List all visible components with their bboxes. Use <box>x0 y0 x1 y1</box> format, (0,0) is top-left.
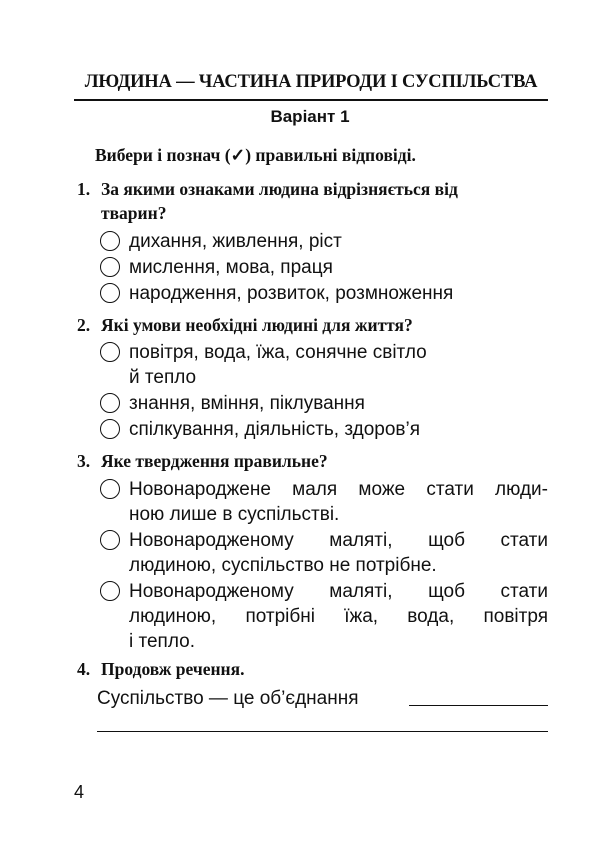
answer-circle[interactable] <box>100 530 120 550</box>
header-rule <box>74 99 548 101</box>
fill-prompt: Суспільство — це об’єднання <box>97 688 359 709</box>
answer-line: ною лише в суспільстві. <box>129 504 340 525</box>
answer-circle[interactable] <box>100 419 120 439</box>
question-text: Які умови необхідні людині для життя? <box>101 315 413 335</box>
page-number: 4 <box>74 782 85 802</box>
answer-text <box>129 528 548 578</box>
question-text: За якими ознаками людина відрізняється від <box>101 179 458 199</box>
answer-line: Новонароджене маля може стати люди- <box>129 479 548 500</box>
variant-title: Варіант 1 <box>270 107 350 126</box>
answer-circle[interactable] <box>100 257 120 277</box>
question-number: 4. <box>77 659 91 679</box>
answer-line: людиною, суспільство не потрібне. <box>129 555 437 576</box>
chapter-header: ЛЮДИНА — ЧАСТИНА ПРИРОДИ І СУСПІЛЬСТВА <box>84 72 538 92</box>
answer-text: повітря, вода, їжа, сонячне світло <box>129 342 427 363</box>
answer-circle[interactable] <box>100 479 120 499</box>
question-number: 3. <box>77 451 91 471</box>
answer-text <box>129 579 548 654</box>
answer-text: мислення, мова, праця <box>129 257 333 278</box>
answer-line: і тепло. <box>129 631 195 652</box>
answer-text: спілкування, діяльність, здоров’я <box>129 419 421 440</box>
answer-blank-line[interactable] <box>409 705 548 706</box>
answer-circle[interactable] <box>100 342 120 362</box>
answer-text: знання, вміння, піклування <box>129 393 365 414</box>
answer-circle[interactable] <box>100 231 120 251</box>
answer-line: Новонародженому маляті, щоб стати <box>129 530 548 551</box>
answer-blank-line[interactable] <box>97 731 548 732</box>
question-number: 2. <box>77 315 91 335</box>
instruction-text: Вибери і познач (✓) правильні відповіді. <box>95 145 416 165</box>
answer-line: Новонародженому маляті, щоб стати <box>129 581 548 602</box>
answer-circle[interactable] <box>100 581 120 601</box>
question-text: тварин? <box>101 203 167 223</box>
question-text: Яке твердження правильне? <box>101 451 328 471</box>
answer-circle[interactable] <box>100 283 120 303</box>
question-number: 1. <box>77 179 91 199</box>
answer-text: народження, розвиток, розмноження <box>129 283 454 304</box>
question-text: Продовж речення. <box>101 659 245 679</box>
answer-text: й тепло <box>129 367 197 388</box>
answer-text: дихання, живлення, ріст <box>129 231 342 252</box>
answer-line: людиною, потрібні їжа, вода, повітря <box>129 606 548 627</box>
answer-circle[interactable] <box>100 393 120 413</box>
answer-text <box>129 477 548 527</box>
